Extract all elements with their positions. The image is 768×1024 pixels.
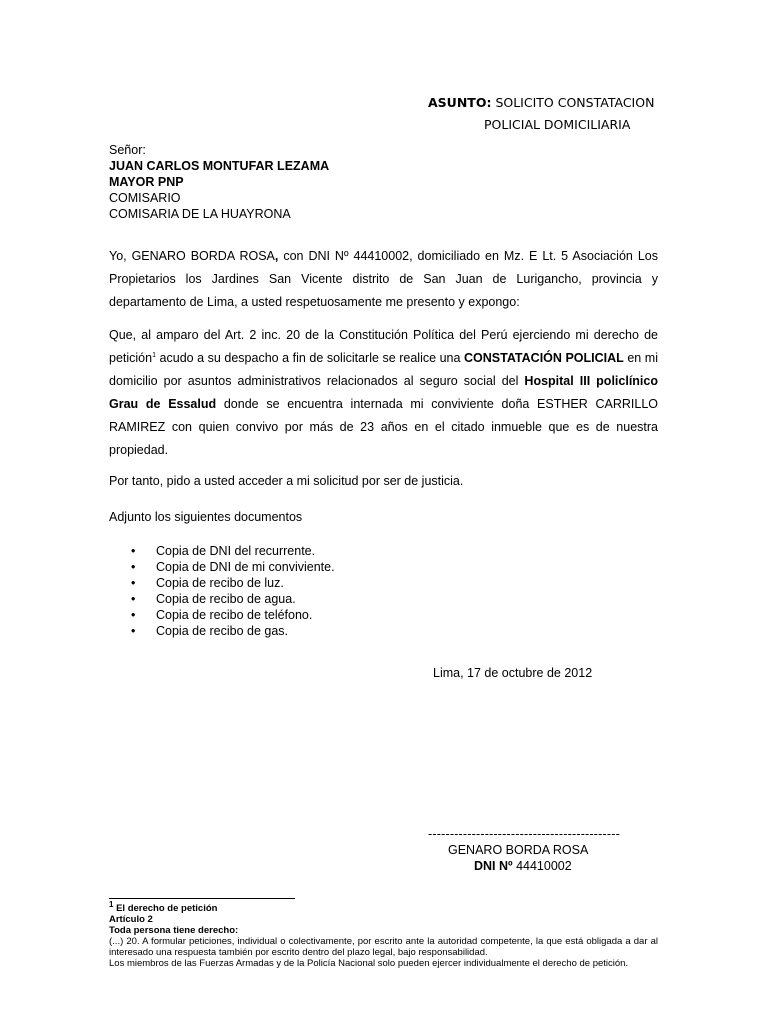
list-item-text: Copia de DNI de mi conviviente.	[156, 560, 335, 574]
paragraph-attachments: Adjunto los siguientes documentos	[109, 510, 303, 524]
letter-date: Lima, 17 de octubre de 2012	[433, 666, 593, 680]
list-item	[109, 559, 335, 575]
request-text-b: acudo a su despacho a fin de solicitarle se realice una	[156, 351, 465, 365]
recipient-block	[109, 142, 329, 222]
list-item	[109, 575, 335, 591]
dni-label: DNI Nº	[474, 859, 513, 873]
footnote-ref: 1	[152, 351, 156, 359]
subject-text-1: SOLICITO CONSTATACION	[495, 95, 655, 110]
footnote	[109, 899, 658, 969]
salutation: Señor:	[109, 143, 146, 157]
list-item-text: Copia de recibo de agua.	[156, 592, 296, 606]
subject-block	[428, 92, 654, 136]
list-item	[109, 543, 335, 559]
bullet-icon: •	[131, 576, 136, 590]
list-item-text: Copia de recibo de teléfono.	[156, 608, 313, 622]
list-item	[109, 607, 335, 623]
bullet-icon: •	[131, 608, 136, 622]
documents-list	[109, 543, 335, 639]
bullet-icon: •	[131, 624, 136, 638]
recipient-name: JUAN CARLOS MONTUFAR LEZAMA	[109, 159, 330, 173]
dni-value: 44410002	[512, 859, 572, 873]
bullet-icon: •	[131, 544, 136, 558]
footnote-heading: Toda persona tiene derecho:	[109, 925, 239, 936]
signature-block	[428, 826, 620, 874]
list-item-text: Copia de DNI del recurrente.	[156, 544, 316, 558]
bullet-icon: •	[131, 560, 136, 574]
list-item-text: Copia de recibo de luz.	[156, 576, 284, 590]
footnote-text-2: Los miembros de las Fuerzas Armadas y de la Policía Nacional solo pueden ejercer individualmente el derecho de petición.	[109, 958, 629, 969]
recipient-rank: MAYOR PNP	[109, 175, 184, 189]
list-item	[109, 591, 335, 607]
intro-text-c: con DNI Nº 44410002, domiciliado en Mz. E Lt. 5 Asociación Los Propietarios los Jardines San Vicente distrito de San Juan de Lurigancho, provincia y departamento de Lima, a usted respetuosamente me presento y expongo:	[109, 249, 658, 309]
footnote-number: 1	[109, 899, 114, 909]
request-bold-2: Hospital III policlínico Grau de Essalud	[109, 374, 658, 411]
list-item-text: Copia de recibo de gas.	[156, 624, 289, 638]
signer-name: GENARO BORDA ROSA	[448, 843, 589, 857]
paragraph-introduction	[109, 245, 658, 314]
footnote-article: Artículo 2	[109, 914, 153, 925]
intro-text-a: Yo, GENARO BORDA ROSA	[109, 249, 275, 263]
bullet-icon: •	[131, 592, 136, 606]
footnote-title-line	[109, 899, 658, 914]
subject-label: ASUNTO:	[428, 95, 492, 110]
request-text-a: Que, al amparo del Art. 2 inc. 20 de la Constitución Política del Perú ejerciendo mi derecho de petición	[109, 328, 658, 365]
recipient-position: COMISARIO	[109, 191, 181, 205]
request-text-c: en mi domicilio por asuntos administrativos relacionados al seguro social del	[109, 351, 658, 388]
request-text-d: donde se encuentra internada mi conviviente doña ESTHER CARRILLO RAMIREZ con quien convivo por más de 23 años en el citado inmueble que es de nuestra propiedad.	[109, 397, 658, 457]
footnote-text-1: (...) 20. A formular peticiones, individual o colectivamente, por escrito ante la autoridad competente, la que está obligada a dar al interesado una respuesta también por escrito dentro del plazo legal, bajo responsabilidad.	[109, 936, 658, 958]
list-item	[109, 623, 335, 639]
subject-line-2: POLICIAL DOMICILIARIA	[484, 117, 631, 132]
signature-line: --------------------------------------------	[428, 827, 620, 841]
paragraph-request	[109, 324, 658, 462]
request-bold-1: CONSTATACIÓN POLICIAL	[464, 351, 624, 365]
footnote-title: El derecho de petición	[113, 903, 218, 914]
subject-line-1	[428, 92, 654, 114]
signer-dni	[428, 858, 620, 874]
paragraph-closing: Por tanto, pido a usted acceder a mi solicitud por ser de justicia.	[109, 474, 464, 488]
footnote-divider	[109, 898, 295, 899]
recipient-office: COMISARIA DE LA HUAYRONA	[109, 207, 291, 221]
intro-comma: ,	[274, 249, 279, 263]
